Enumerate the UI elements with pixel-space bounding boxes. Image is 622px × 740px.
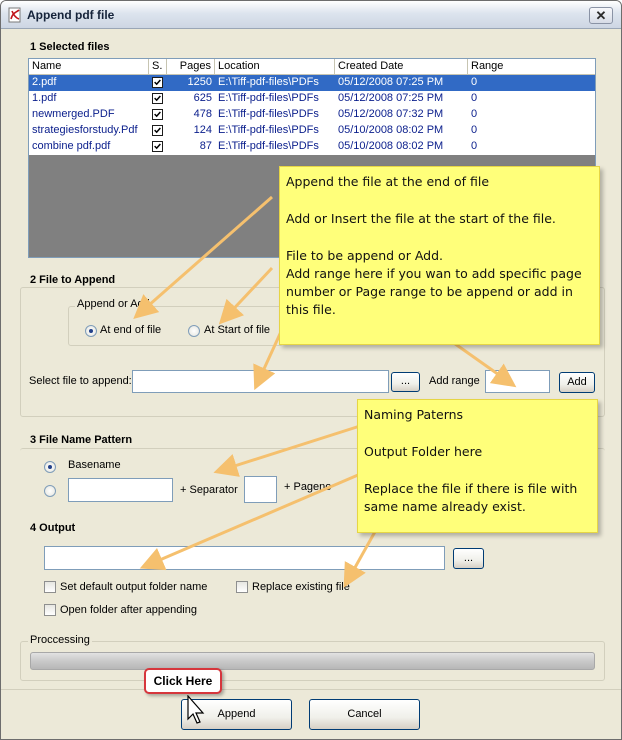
column-header-selected[interactable]: S. — [149, 59, 167, 75]
cell-range: 0 — [471, 92, 478, 104]
cell-created-date: 05/12/2008 07:25 PM — [338, 76, 444, 88]
replace-existing-checkbox[interactable] — [236, 581, 248, 593]
click-here-callout: Click Here — [144, 668, 222, 694]
output-label: 4 Output — [30, 522, 76, 534]
checkmark-icon — [153, 94, 162, 103]
add-range-input[interactable] — [485, 370, 550, 393]
row-checkbox[interactable] — [152, 93, 163, 104]
cell-location: E:\Tiff-pdf-files\PDFs — [218, 124, 319, 136]
select-file-label: Select file to append: — [29, 375, 132, 387]
list-header — [29, 59, 595, 75]
checkmark-icon — [153, 78, 162, 87]
pageno-label: + Pageno — [284, 481, 332, 493]
table-row[interactable] — [29, 107, 595, 123]
basename-label[interactable]: Basename — [68, 459, 121, 471]
set-default-checkbox[interactable] — [44, 581, 56, 593]
cell-name: combine pdf.pdf — [32, 140, 111, 152]
cell-created-date: 05/10/2008 08:02 PM — [338, 140, 444, 152]
browse-output-button[interactable]: ... — [453, 548, 484, 569]
file-to-append-label: 2 File to Append — [30, 274, 116, 286]
open-folder-checkbox[interactable] — [44, 604, 56, 616]
browse-file-button[interactable]: ... — [391, 372, 420, 392]
append-button[interactable]: Append — [181, 699, 292, 730]
separator-label: + Separator — [180, 484, 238, 496]
pdf-app-icon — [8, 7, 22, 23]
cell-pages: 124 — [193, 124, 212, 136]
cell-range: 0 — [471, 140, 478, 152]
processing-label: Proccessing — [30, 634, 90, 646]
mouse-cursor-icon — [186, 695, 206, 725]
output-folder-input[interactable] — [44, 546, 445, 570]
cell-name: strategiesforstudy.Pdf — [32, 124, 138, 136]
note-naming-patterns: Naming Paterns — [364, 407, 464, 422]
separator-input[interactable] — [244, 476, 277, 503]
cell-created-date: 05/12/2008 07:25 PM — [338, 92, 444, 104]
cancel-button[interactable]: Cancel — [309, 699, 420, 730]
checkmark-icon — [153, 142, 162, 151]
radio-at-end[interactable] — [85, 325, 97, 337]
row-checkbox[interactable] — [152, 77, 163, 88]
note-replace-file: Replace the file if there is file with same name already exist. — [364, 481, 578, 514]
table-row[interactable] — [29, 139, 595, 155]
append-or-add-label: Append or Add — [77, 298, 150, 310]
note-insert-start: Add or Insert the file at the start of the file. — [286, 211, 556, 226]
row-checkbox[interactable] — [152, 125, 163, 136]
cell-location: E:\Tiff-pdf-files\PDFs — [218, 92, 319, 104]
cell-location: E:\Tiff-pdf-files\PDFs — [218, 108, 319, 120]
radio-at-start-label[interactable]: At Start of file — [204, 324, 271, 336]
close-icon: ✕ — [595, 8, 607, 23]
annotation-note-append-options — [279, 166, 600, 345]
checkmark-icon — [153, 126, 162, 135]
select-file-input[interactable] — [132, 370, 389, 393]
cell-range: 0 — [471, 76, 478, 88]
cell-pages: 1250 — [187, 76, 212, 88]
title-bar — [1, 1, 621, 29]
radio-at-end-label[interactable]: At end of file — [100, 324, 162, 336]
radio-at-start[interactable] — [188, 325, 200, 337]
cell-pages: 87 — [199, 140, 212, 152]
cell-name: newmerged.PDF — [32, 108, 115, 120]
note-output-folder: Output Folder here — [364, 444, 483, 459]
cell-location: E:\Tiff-pdf-files\PDFs — [218, 140, 319, 152]
window-title: Append pdf file — [27, 8, 115, 22]
table-row[interactable] — [29, 91, 595, 107]
row-checkbox[interactable] — [152, 109, 163, 120]
add-button[interactable]: Add — [559, 372, 595, 393]
checkmark-icon — [153, 110, 162, 119]
column-header-pages[interactable]: Pages — [167, 59, 215, 75]
close-button[interactable] — [589, 7, 613, 24]
cell-name: 1.pdf — [32, 92, 57, 104]
note-range: File to be append or Add. Add range here if you wan to add specific page number or Page range to be append or add in this file. — [286, 248, 582, 317]
replace-existing-label[interactable]: Replace existing file — [252, 581, 350, 593]
cell-pages: 625 — [193, 92, 212, 104]
cell-range: 0 — [471, 124, 478, 136]
cell-range: 0 — [471, 108, 478, 120]
add-range-label: Add range — [429, 375, 480, 387]
processing-progress-bar — [30, 652, 595, 670]
column-header-location[interactable]: Location — [215, 59, 335, 75]
selected-files-label: 1 Selected files — [30, 41, 110, 53]
column-header-created-date[interactable]: Created Date — [335, 59, 468, 75]
radio-basename[interactable] — [44, 461, 56, 473]
cell-created-date: 05/12/2008 07:32 PM — [338, 108, 444, 120]
open-folder-label[interactable]: Open folder after appending — [60, 604, 197, 616]
row-checkbox[interactable] — [152, 141, 163, 152]
annotation-note-naming-output — [357, 399, 598, 533]
cell-location: E:\Tiff-pdf-files\PDFs — [218, 76, 319, 88]
cell-created-date: 05/10/2008 08:02 PM — [338, 124, 444, 136]
set-default-label[interactable]: Set default output folder name — [60, 581, 208, 593]
cell-name: 2.pdf — [32, 76, 57, 88]
radio-custom-pattern[interactable] — [44, 485, 56, 497]
note-append-end: Append the file at the end of file — [286, 174, 490, 189]
table-row[interactable] — [29, 75, 595, 91]
file-name-pattern-label: 3 File Name Pattern — [30, 434, 133, 446]
table-row[interactable] — [29, 123, 595, 139]
column-header-range[interactable]: Range — [471, 60, 504, 72]
cell-pages: 478 — [193, 108, 212, 120]
column-header-name[interactable]: Name — [29, 59, 149, 75]
button-divider — [1, 689, 622, 690]
custom-pattern-input[interactable] — [68, 478, 173, 502]
